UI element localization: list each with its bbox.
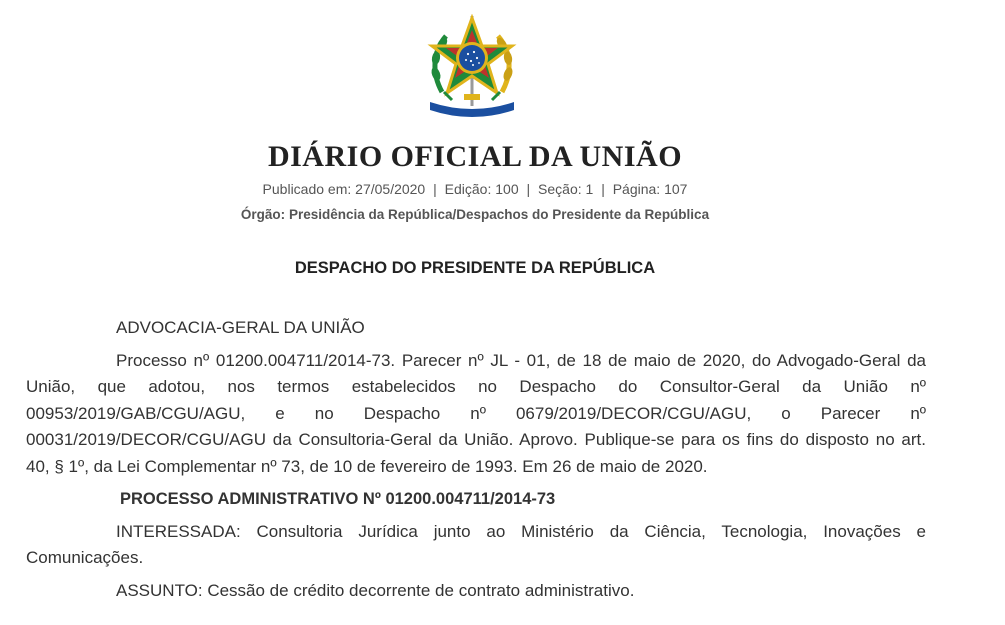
orgao-value: Presidência da República/Despachos do Presidente da República <box>288 207 710 222</box>
despacho-paragraph: Processo nº 01200.004711/2014-73. Parecer nº JL - 01, de 18 de maio de 2020, do Advogado-Geral da União, que adotou, nos termos estabelecidos no Despacho do Consultor-Geral da União nº 00953/2019/GAB/CGU/AGU, e no Despacho nº 0679/2019/DECOR/CGU/AGU, o Parecer nº 00031/2019/DECOR/CGU/AGU da Consultoria-Geral da União. Aprovo. Publique-se para os fins do disposto no art. 40, § 1º, da Lei Complementar nº 73, de 10 de fevereiro de 1993. Em 26 de maio de 2020. <box>26 350 926 476</box>
orgao-line <box>0 207 950 222</box>
separator: | <box>433 181 437 197</box>
interessada-paragraph: INTERESSADA: Consultoria Jurídica junto ao Ministério da Ciência, Tecnologia, Inovações e Comunicações. <box>26 521 926 567</box>
separator: | <box>526 181 531 197</box>
page-number: Página: 107 <box>612 181 688 197</box>
separator: | <box>601 181 605 197</box>
document-type: DESPACHO DO PRESIDENTE DA REPÚBLICA <box>294 259 656 277</box>
assunto-paragraph: ASSUNTO: Cessão de crédito decorrente de contrato administrativo. <box>116 580 635 600</box>
brazil-coat-of-arms-icon <box>424 14 520 118</box>
published-date: Publicado em: 27/05/2020 <box>262 181 426 197</box>
document-body <box>26 315 926 604</box>
orgao-label: Órgão: <box>240 207 286 222</box>
publication-meta <box>0 181 950 197</box>
organization-name: ADVOCACIA-GERAL DA UNIÃO <box>116 318 365 337</box>
page-title: DIÁRIO OFICIAL DA UNIÃO <box>267 140 683 173</box>
edition-number: Edição: 100 <box>444 181 519 197</box>
process-heading: PROCESSO ADMINISTRATIVO Nº 01200.004711/2014-73 <box>120 490 556 508</box>
section-number: Seção: 1 <box>538 181 594 197</box>
